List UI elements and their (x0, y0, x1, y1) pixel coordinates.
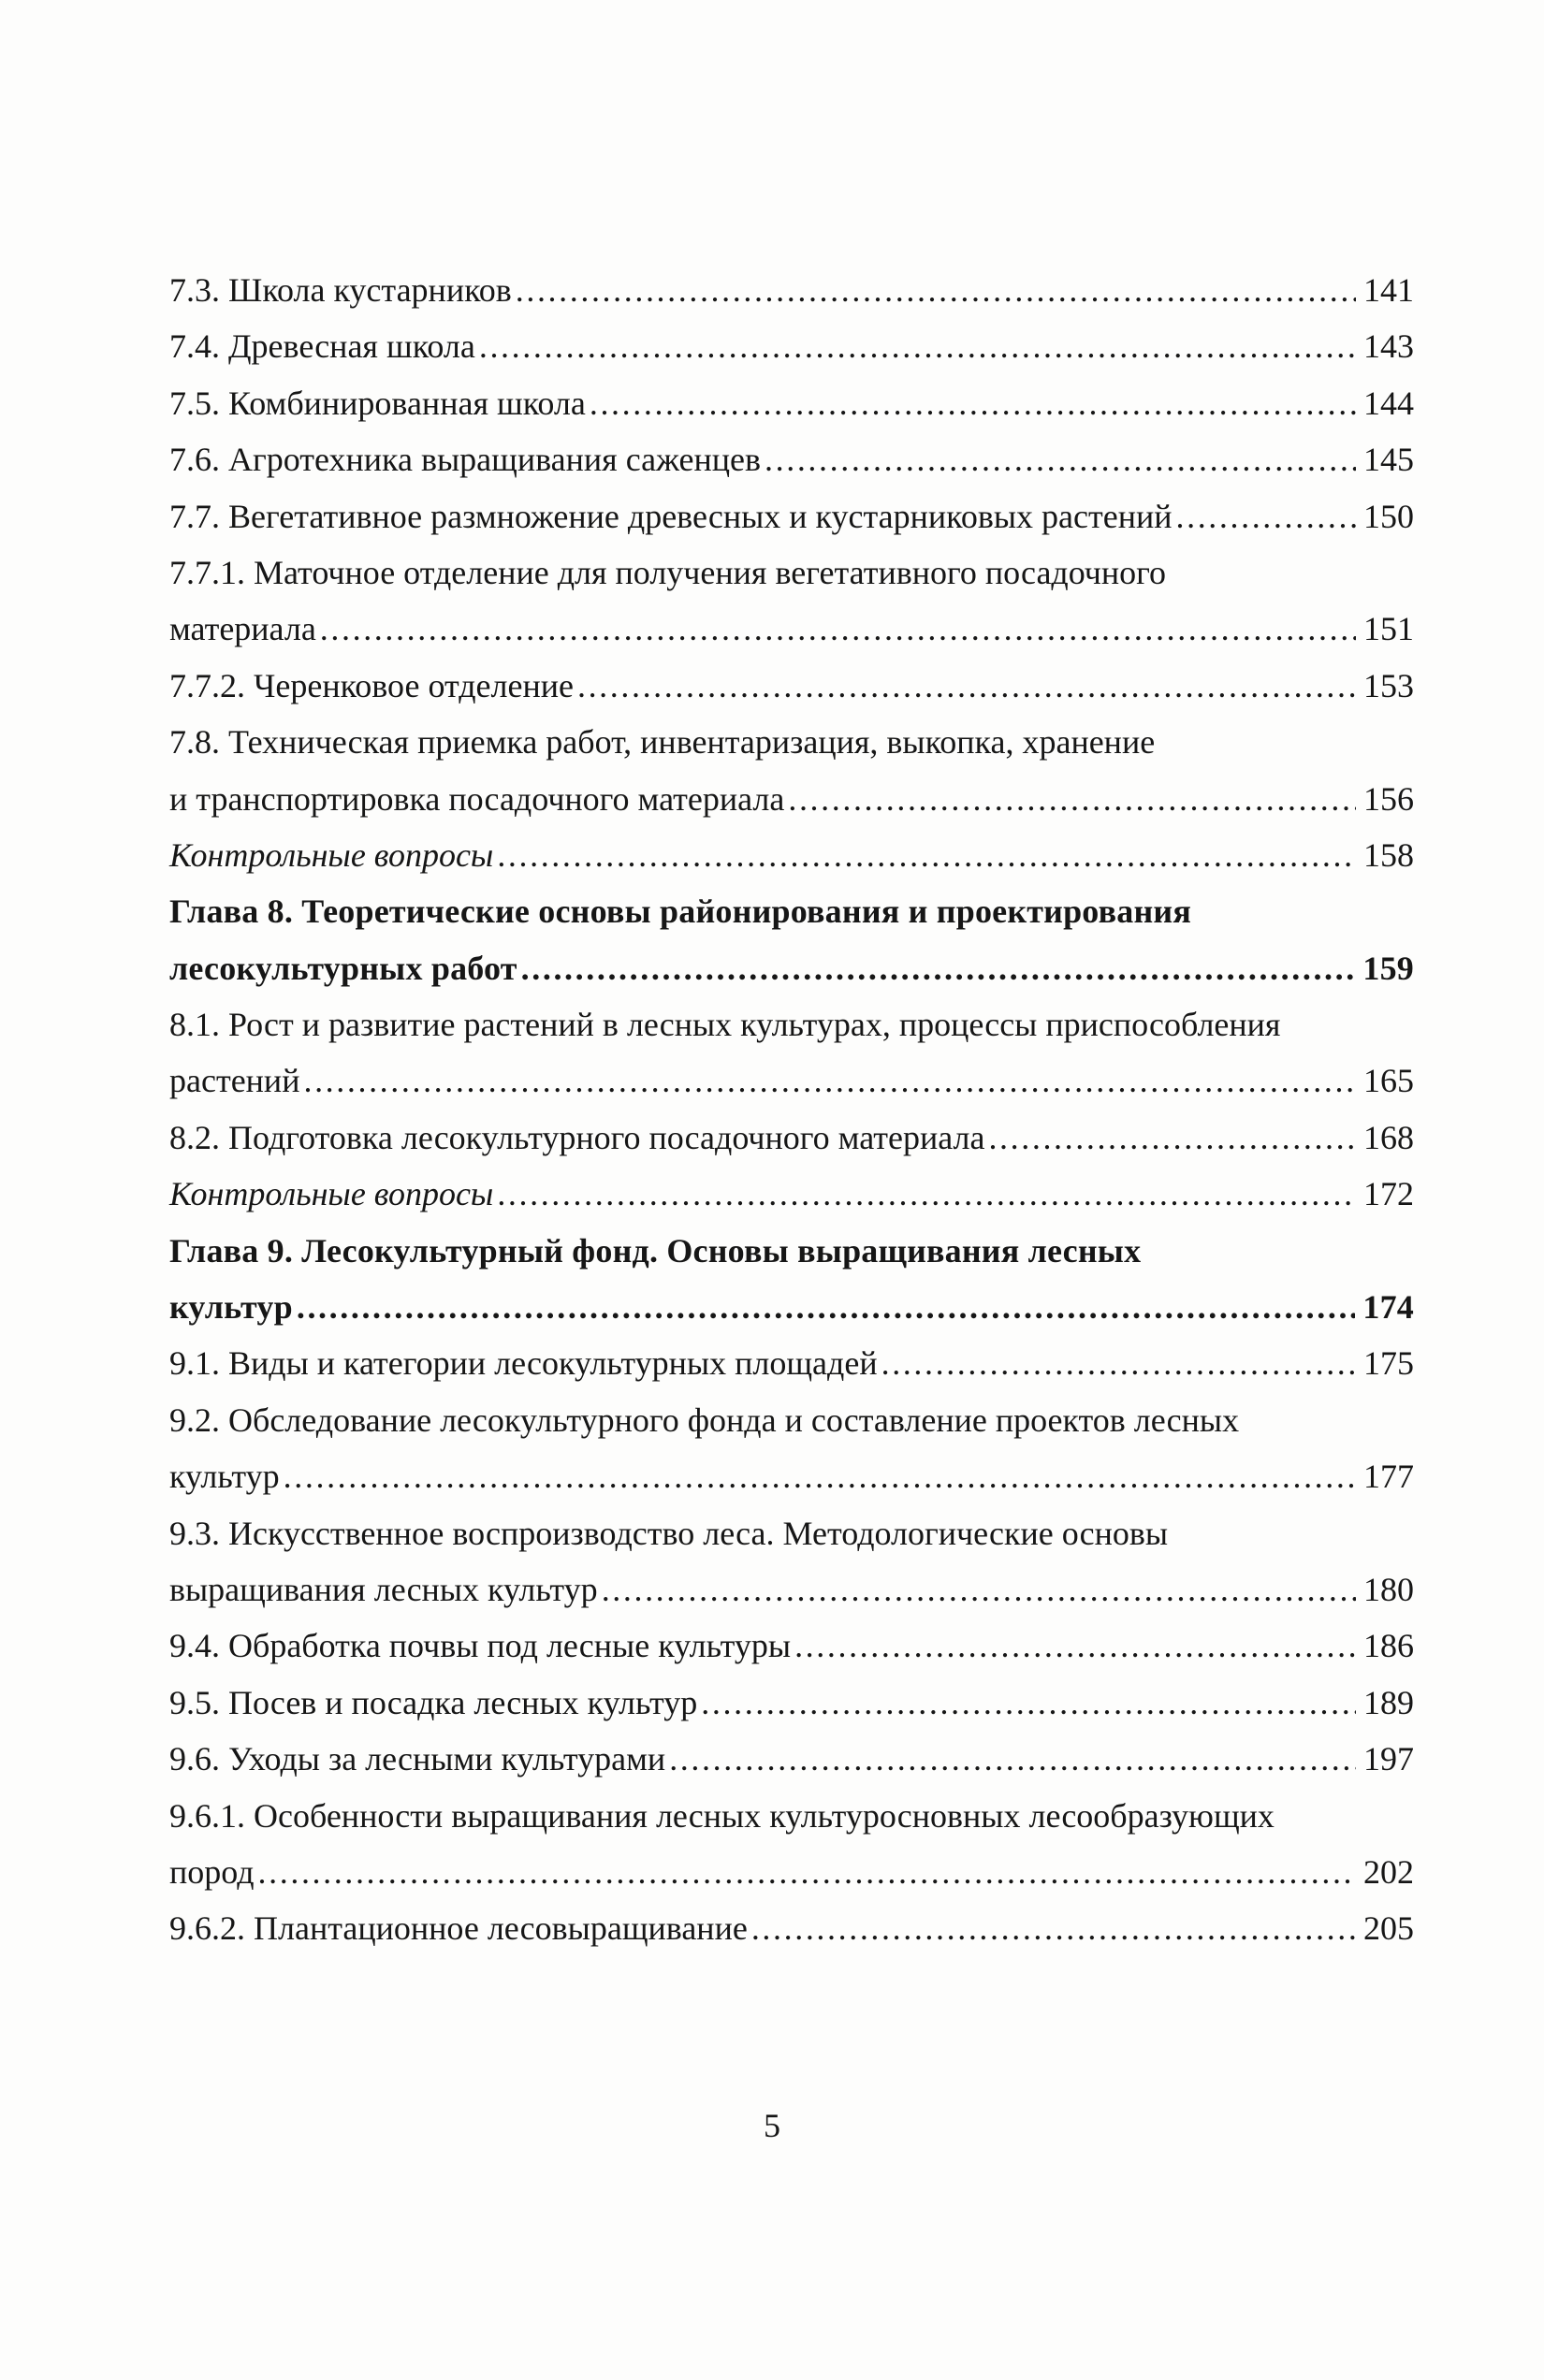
dot-leader (701, 1675, 1356, 1731)
toc-line (169, 1335, 1414, 1391)
toc-line (169, 1900, 1414, 1956)
toc-line (169, 1166, 1414, 1222)
toc-entry (169, 1731, 1414, 1787)
dot-leader (669, 1731, 1356, 1787)
dot-leader (1176, 488, 1357, 544)
toc-line (169, 1675, 1414, 1731)
dot-leader (602, 1561, 1356, 1618)
toc-line (169, 1279, 1414, 1335)
toc-line (169, 1448, 1414, 1504)
table-of-contents (169, 262, 1414, 1957)
toc-line (169, 827, 1414, 883)
toc-entry-text: 9.3. Искусственное воспроизводство леса. Методологические основы (169, 1514, 1169, 1552)
toc-entry-text: 7.7.2. Черенковое отделение (169, 666, 574, 704)
page-ref: 205 (1363, 1909, 1414, 1948)
toc-line (169, 488, 1414, 544)
toc-entry-text: Контрольные вопросы (169, 835, 494, 874)
toc-entry (169, 996, 1414, 1110)
dot-leader (284, 1448, 1356, 1504)
toc-entry (169, 262, 1414, 318)
page-ref: 144 (1363, 384, 1414, 422)
toc-entry (169, 1166, 1414, 1222)
toc-line (169, 318, 1414, 374)
toc-entry-text: 9.1. Виды и категории лесокультурных площадей (169, 1344, 878, 1383)
toc-line (169, 883, 1414, 939)
toc-entry-text: пород (169, 1852, 255, 1891)
toc-line (169, 1223, 1414, 1279)
toc-line (169, 601, 1414, 657)
toc-line (169, 375, 1414, 431)
dot-leader (303, 1052, 1356, 1109)
dot-leader (794, 1618, 1356, 1674)
toc-entry-text: 9.6. Уходы за лесными культурами (169, 1740, 666, 1778)
dot-leader (988, 1110, 1356, 1166)
toc-entry-text: 9.5. Посев и посадка лесных культур (169, 1683, 698, 1721)
toc-entry (169, 431, 1414, 487)
toc-entry (169, 883, 1414, 996)
toc-entry (169, 1618, 1414, 1674)
page-ref: 172 (1363, 1175, 1414, 1213)
toc-entry-text: 7.6. Агротехника выращивания саженцев (169, 441, 762, 479)
toc-line (169, 1505, 1414, 1561)
toc-entry-text: и транспортировка посадочного материала (169, 779, 785, 818)
dot-leader (881, 1335, 1356, 1391)
toc-entry-text: 7.8. Техническая приемка работ, инвентаризация, выкопка, хранение (169, 723, 1156, 762)
toc-entry (169, 544, 1414, 658)
toc-line (169, 1731, 1414, 1787)
dot-leader (590, 375, 1356, 431)
page-ref: 153 (1363, 666, 1414, 704)
toc-entry-text: выращивания лесных культур (169, 1570, 598, 1608)
toc-line (169, 544, 1414, 601)
page-ref: 159 (1362, 949, 1414, 987)
page-ref: 141 (1363, 271, 1414, 309)
dot-leader (320, 601, 1356, 657)
dot-leader (479, 318, 1356, 374)
dot-leader (297, 1279, 1356, 1335)
toc-entry-text: 9.4. Обработка почвы под лесные культуры (169, 1627, 792, 1665)
dot-leader (765, 431, 1356, 487)
toc-entry (169, 1675, 1414, 1731)
page-ref: 177 (1363, 1458, 1414, 1496)
toc-entry (169, 375, 1414, 431)
toc-entry-text: Контрольные вопросы (169, 1175, 494, 1213)
toc-line (169, 1561, 1414, 1618)
toc-entry (169, 1900, 1414, 1956)
dot-leader (751, 1900, 1356, 1956)
page-ref: 197 (1363, 1740, 1414, 1778)
toc-line (169, 262, 1414, 318)
toc-line (169, 1110, 1414, 1166)
toc-entry (169, 1788, 1414, 1901)
page-ref: 151 (1363, 610, 1414, 648)
toc-entry-text: 7.7. Вегетативное размножение древесных и кустарниковых растений (169, 497, 1173, 535)
toc-entry (169, 827, 1414, 883)
page-ref: 174 (1362, 1288, 1414, 1327)
page-number: 5 (764, 2107, 780, 2144)
toc-entry-text: культур (169, 1458, 280, 1496)
page-ref: 168 (1363, 1118, 1414, 1156)
toc-entry (169, 1110, 1414, 1166)
toc-entry-text: 9.6.1. Особенности выращивания лесных культуросновных лесообразующих (169, 1796, 1275, 1835)
toc-line (169, 714, 1414, 770)
page-ref: 189 (1363, 1683, 1414, 1721)
toc-line (169, 1052, 1414, 1109)
toc-entry-text: 9.2. Обследование лесокультурного фонда и составление проектов лесных (169, 1400, 1240, 1439)
page-ref: 165 (1363, 1062, 1414, 1100)
toc-line (169, 940, 1414, 996)
toc-entry (169, 488, 1414, 544)
toc-entry-text: 7.5. Комбинированная школа (169, 384, 586, 422)
toc-entry (169, 1223, 1414, 1336)
toc-line (169, 431, 1414, 487)
dot-leader (497, 1166, 1356, 1222)
dot-leader (788, 771, 1356, 827)
dot-leader (258, 1844, 1356, 1900)
toc-entry-text: культур (169, 1288, 293, 1327)
page-ref: 156 (1363, 779, 1414, 818)
toc-line (169, 996, 1414, 1052)
toc-entry-text: 7.4. Древесная школа (169, 327, 475, 366)
toc-entry (169, 1335, 1414, 1391)
toc-line (169, 658, 1414, 714)
page-ref: 158 (1363, 835, 1414, 874)
toc-entry (169, 1392, 1414, 1505)
dot-leader (497, 827, 1356, 883)
toc-entry-text: 8.2. Подготовка лесокультурного посадочного материала (169, 1118, 985, 1156)
toc-entry-text: 7.7.1. Маточное отделение для получения вегетативного посадочного (169, 553, 1167, 591)
page-ref: 180 (1363, 1570, 1414, 1608)
toc-line (169, 1392, 1414, 1448)
toc-line (169, 1788, 1414, 1844)
page-ref: 143 (1363, 327, 1414, 366)
page-ref: 150 (1363, 497, 1414, 535)
toc-entry-text: 7.3. Школа кустарников (169, 271, 512, 309)
toc-entry (169, 318, 1414, 374)
page-ref: 202 (1363, 1852, 1414, 1891)
toc-entry-text: 8.1. Рост и развитие растений в лесных культурах, процессы приспособления (169, 1006, 1281, 1044)
toc-entry-text: Глава 9. Лесокультурный фонд. Основы выращивания лесных (169, 1231, 1142, 1270)
toc-entry-text: Глава 8. Теоретические основы районирования и проектирования (169, 892, 1192, 931)
page-ref: 145 (1363, 441, 1414, 479)
toc-entry (169, 658, 1414, 714)
dot-leader (577, 658, 1356, 714)
toc-entry (169, 1505, 1414, 1618)
toc-entry-text: материала (169, 610, 316, 648)
toc-line (169, 1844, 1414, 1900)
page-ref: 186 (1363, 1627, 1414, 1665)
toc-entry (169, 714, 1414, 827)
toc-line (169, 771, 1414, 827)
toc-entry-text: растений (169, 1062, 300, 1100)
page-ref: 175 (1363, 1344, 1414, 1383)
toc-entry-text: лесокультурных работ (169, 949, 517, 987)
toc-line (169, 1618, 1414, 1674)
toc-entry-text: 9.6.2. Плантационное лесовыращивание (169, 1909, 748, 1948)
dot-leader (516, 262, 1356, 318)
dot-leader (521, 940, 1356, 996)
